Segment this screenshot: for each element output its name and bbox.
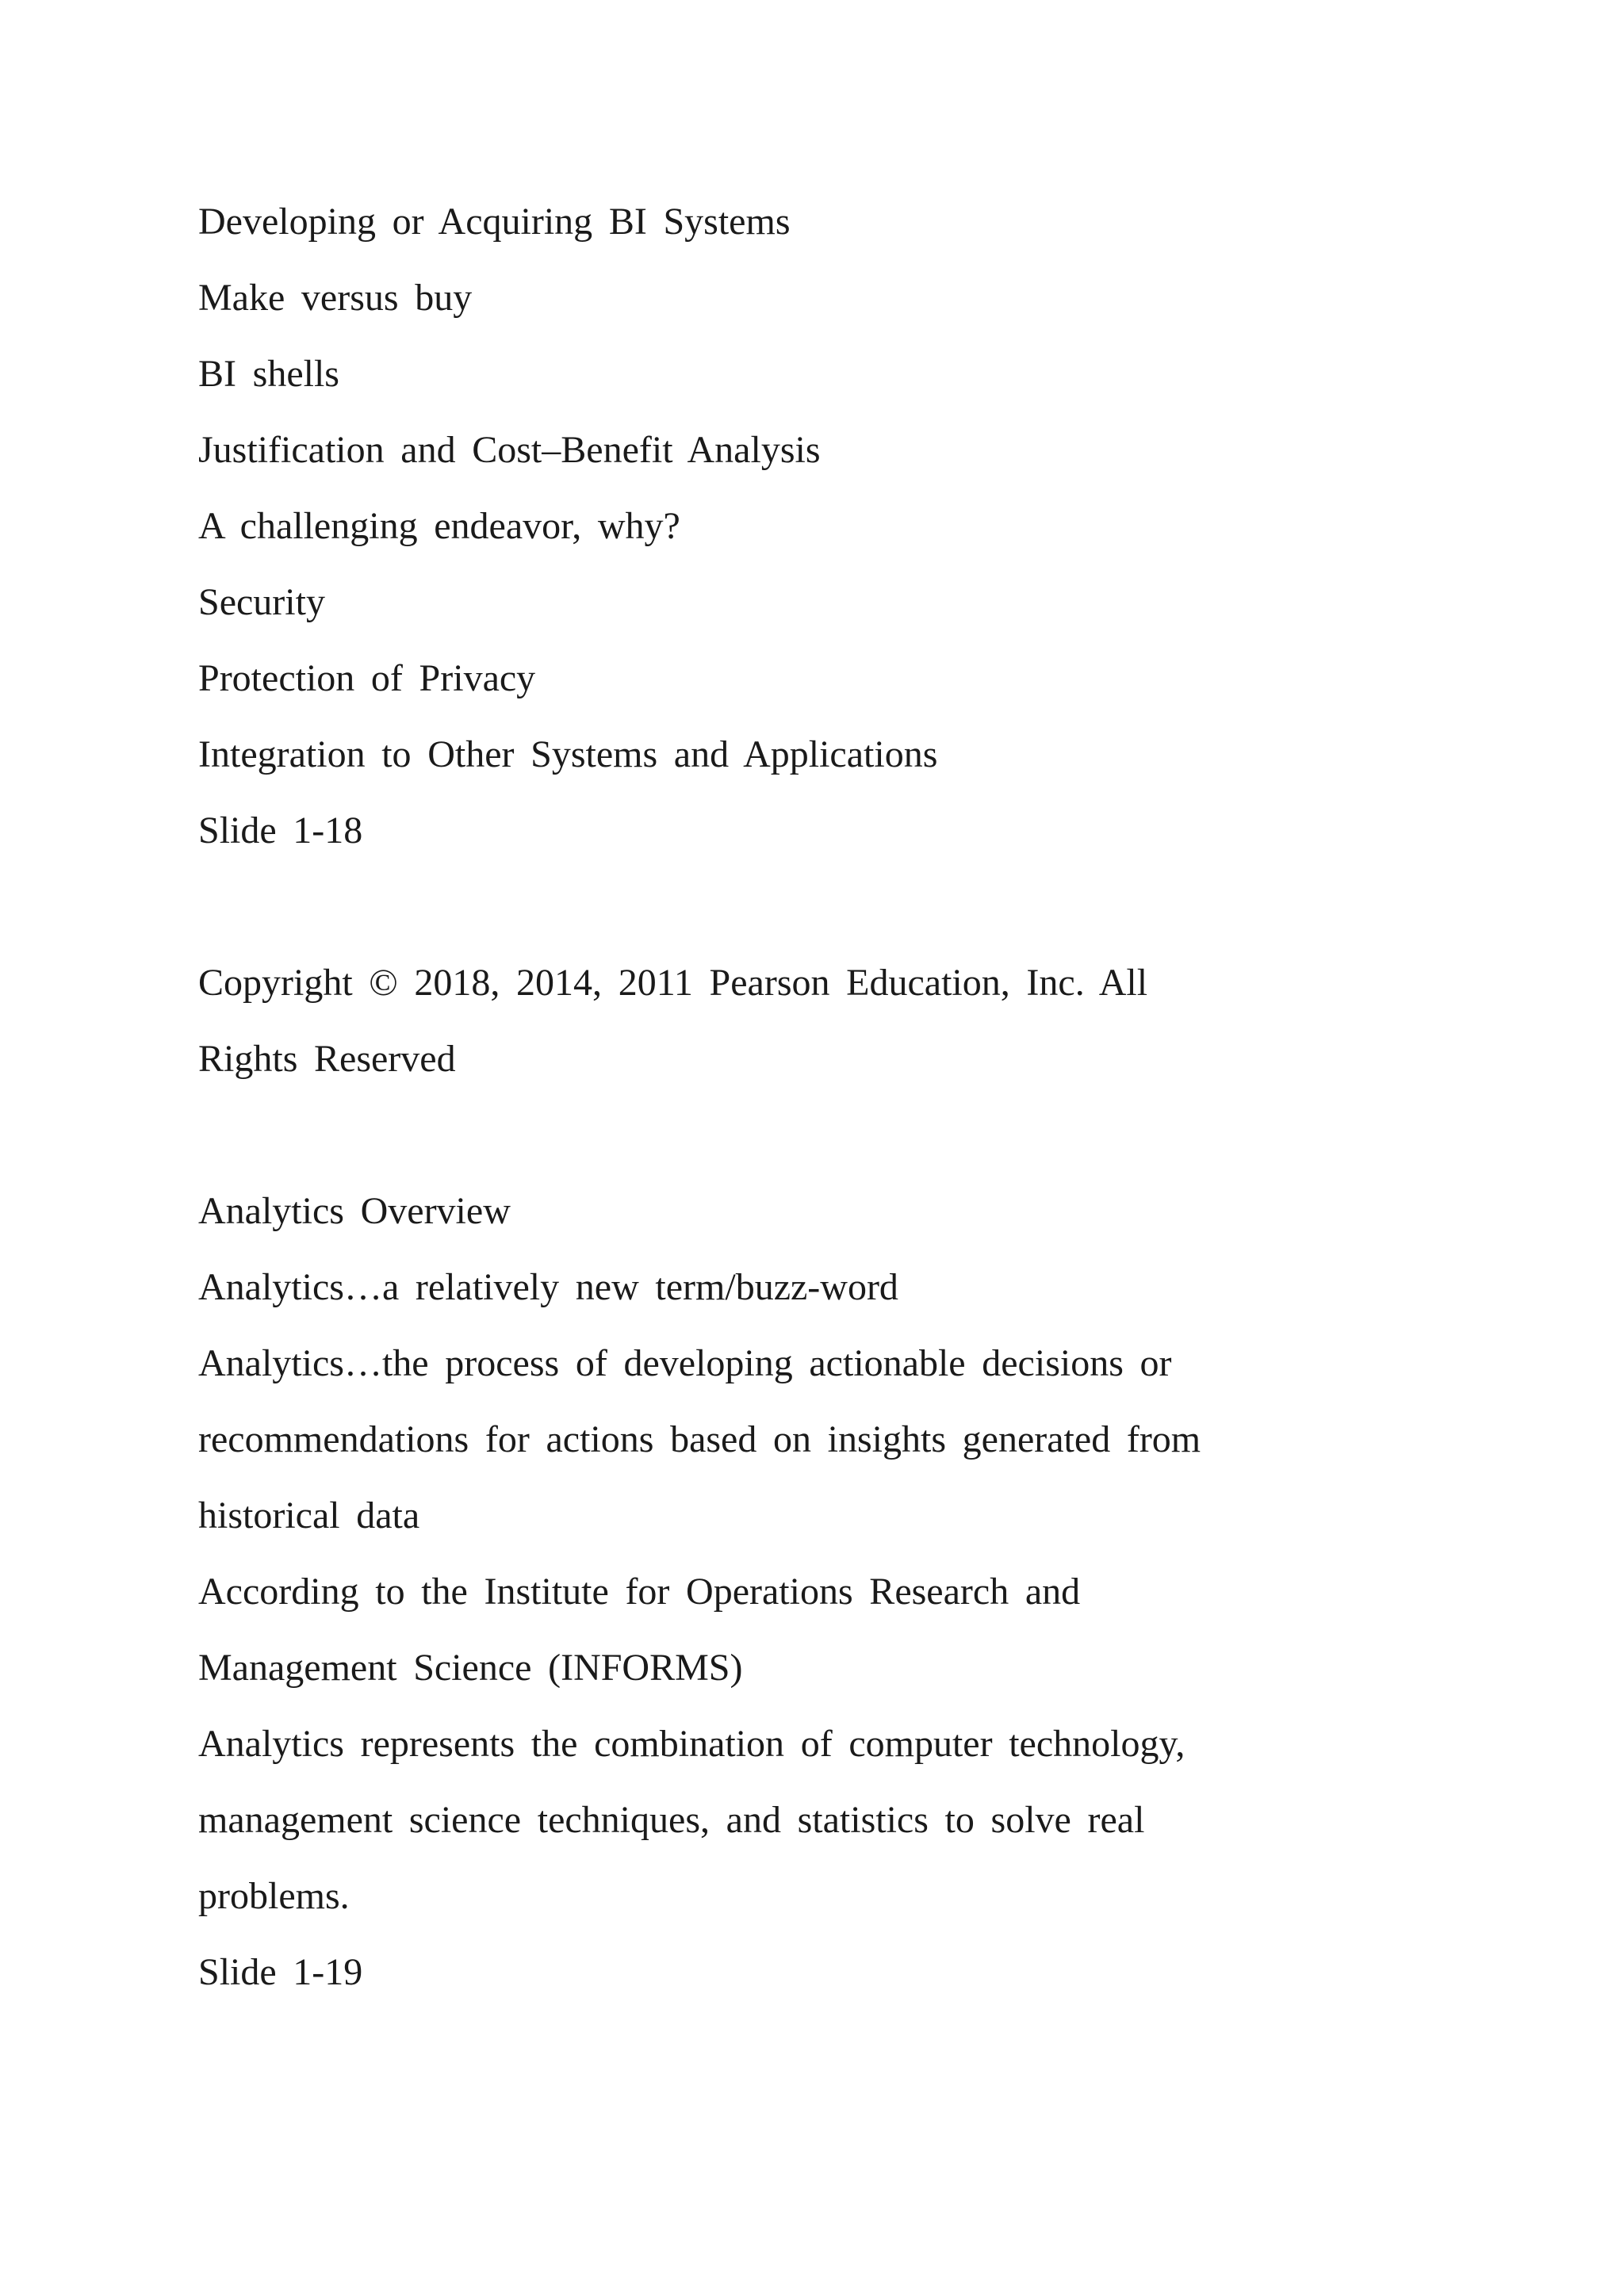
text-line: Analytics…a relatively new term/buzz-word bbox=[198, 1266, 898, 1308]
text-line: historical data bbox=[198, 1494, 420, 1536]
text-line: Analytics…the process of developing actionable decisions or bbox=[198, 1342, 1172, 1384]
copyright-notice bbox=[198, 945, 1435, 1097]
text-line: Justification and Cost–Benefit Analysis bbox=[198, 429, 821, 471]
document-body bbox=[198, 184, 1435, 2011]
copyright-line: Rights Reserved bbox=[198, 1038, 456, 1080]
text-line: BI shells bbox=[198, 353, 339, 395]
text-line: Management Science (INFORMS) bbox=[198, 1647, 743, 1689]
text-line: management science techniques, and statistics to solve real bbox=[198, 1799, 1145, 1841]
copyright-line: Copyright © 2018, 2014, 2011 Pearson Education, Inc. All bbox=[198, 962, 1148, 1004]
spacer bbox=[198, 869, 1435, 945]
section-bi-systems bbox=[198, 184, 1435, 869]
slide-number: Slide 1-19 bbox=[198, 1951, 363, 1993]
text-line: A challenging endeavor, why? bbox=[198, 505, 680, 547]
text-line: Protection of Privacy bbox=[198, 657, 536, 699]
section-analytics-overview bbox=[198, 1173, 1435, 2011]
text-line: Analytics represents the combination of computer technology, bbox=[198, 1723, 1185, 1765]
text-line: problems. bbox=[198, 1875, 350, 1917]
slide-number: Slide 1-18 bbox=[198, 809, 363, 851]
heading-developing-bi: Developing or Acquiring BI Systems bbox=[198, 201, 791, 243]
text-line: Integration to Other Systems and Applications bbox=[198, 733, 938, 775]
heading-analytics-overview: Analytics Overview bbox=[198, 1190, 511, 1232]
text-line: Make versus buy bbox=[198, 277, 473, 319]
text-line: Security bbox=[198, 581, 325, 623]
spacer bbox=[198, 1097, 1435, 1173]
text-line: recommendations for actions based on insights generated from bbox=[198, 1418, 1201, 1460]
text-line: According to the Institute for Operations Research and bbox=[198, 1571, 1081, 1613]
